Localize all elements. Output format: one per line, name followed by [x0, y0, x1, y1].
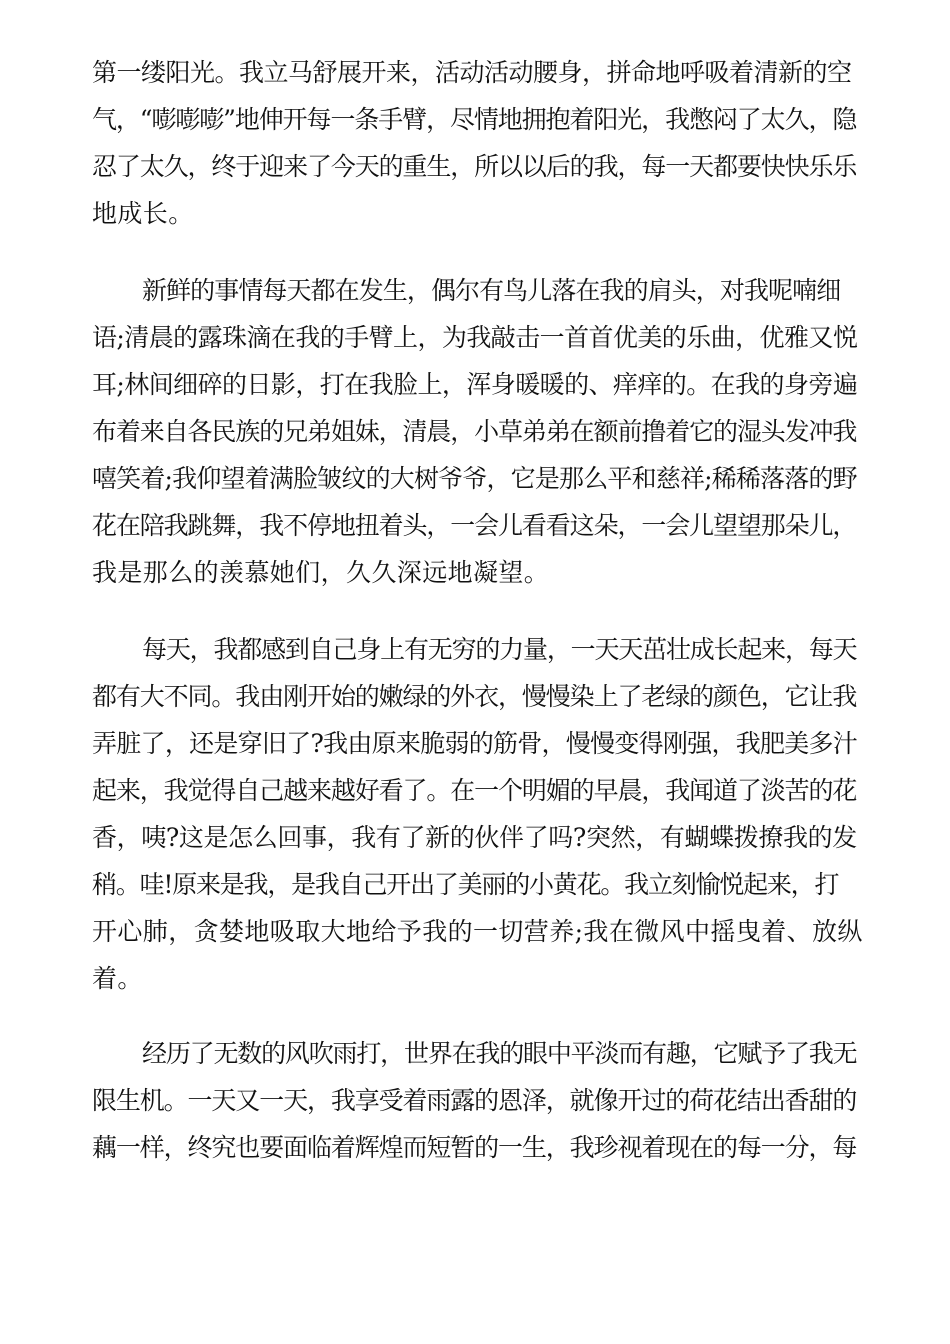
paragraph-2-line-2: 语;清晨的露珠滴在我的手臂上，为我敲击一首首优美的乐曲，优雅又悦	[92, 323, 858, 352]
paragraph-2-line-5: 嘻笑着;我仰望着满脸皱纹的大树爷爷，它是那么平和慈祥;稀稀落落的野	[92, 464, 857, 493]
paragraph-3-line-1: 每天，我都感到自己身上有无穷的力量，一天天茁壮成长起来，每天	[142, 635, 857, 664]
paragraph-1-line-3: 忍了太久，终于迎来了今天的重生，所以以后的我，每一天都要快快乐乐	[92, 152, 857, 181]
paragraph-3-line-7: 开心肺，贪婪地吸取大地给予我的一切营养;我在微风中摇曳着、放纵	[92, 917, 863, 946]
paragraph-3-line-5: 香，咦?这是怎么回事，我有了新的伙伴了吗?突然，有蝴蝶拨撩我的发	[92, 823, 857, 852]
paragraph-1-line-2: 气，“嘭嘭嘭”地伸开每一条手臂，尽情地拥抱着阳光，我憋闷了太久，隐	[92, 105, 857, 134]
paragraph-4-line-1: 经历了无数的风吹雨打，世界在我的眼中平淡而有趣，它赋予了我无	[142, 1039, 857, 1068]
paragraph-4-line-3: 藕一样，终究也要面临着辉煌而短暂的一生，我珍视着现在的每一分，每	[92, 1133, 857, 1162]
paragraph-4-line-2: 限生机。一天又一天，我享受着雨露的恩泽，就像开过的荷花结出香甜的	[92, 1086, 857, 1115]
paragraph-2-line-6: 花在陪我跳舞，我不停地扭着头，一会儿看看这朵，一会儿望望那朵儿，	[92, 511, 857, 540]
paragraph-2-line-4: 布着来自各民族的兄弟姐妹，清晨，小草弟弟在额前撸着它的湿头发冲我	[92, 417, 857, 446]
paragraph-2-line-1: 新鲜的事情每天都在发生，偶尔有鸟儿落在我的肩头，对我呢喃细	[142, 276, 841, 305]
paragraph-3-line-8: 着。	[92, 964, 143, 993]
paragraph-2-line-3: 耳;林间细碎的日影，打在我脸上，浑身暖暖的、痒痒的。在我的身旁遍	[92, 370, 858, 399]
paragraph-3-line-3: 弄脏了，还是穿旧了?我由原来脆弱的筋骨，慢慢变得刚强，我肥美多汁	[92, 729, 858, 758]
paragraph-2-line-7: 我是那么的羡慕她们，久久深远地凝望。	[92, 558, 550, 587]
paragraph-3-line-4: 起来，我觉得自己越来越好看了。在一个明媚的早晨，我闻道了淡苦的花	[92, 776, 857, 805]
paragraph-1-line-1: 第一缕阳光。我立马舒展开来，活动活动腰身，拼命地呼吸着清新的空	[92, 58, 852, 87]
paragraph-1-line-4: 地成长。	[92, 199, 194, 228]
paragraph-3-line-2: 都有大不同。我由刚开始的嫩绿的外衣，慢慢染上了老绿的颜色，它让我	[92, 682, 857, 711]
paragraph-3-line-6: 稍。哇!原来是我，是我自己开出了美丽的小黄花。我立刻愉悦起来，打	[92, 870, 839, 899]
